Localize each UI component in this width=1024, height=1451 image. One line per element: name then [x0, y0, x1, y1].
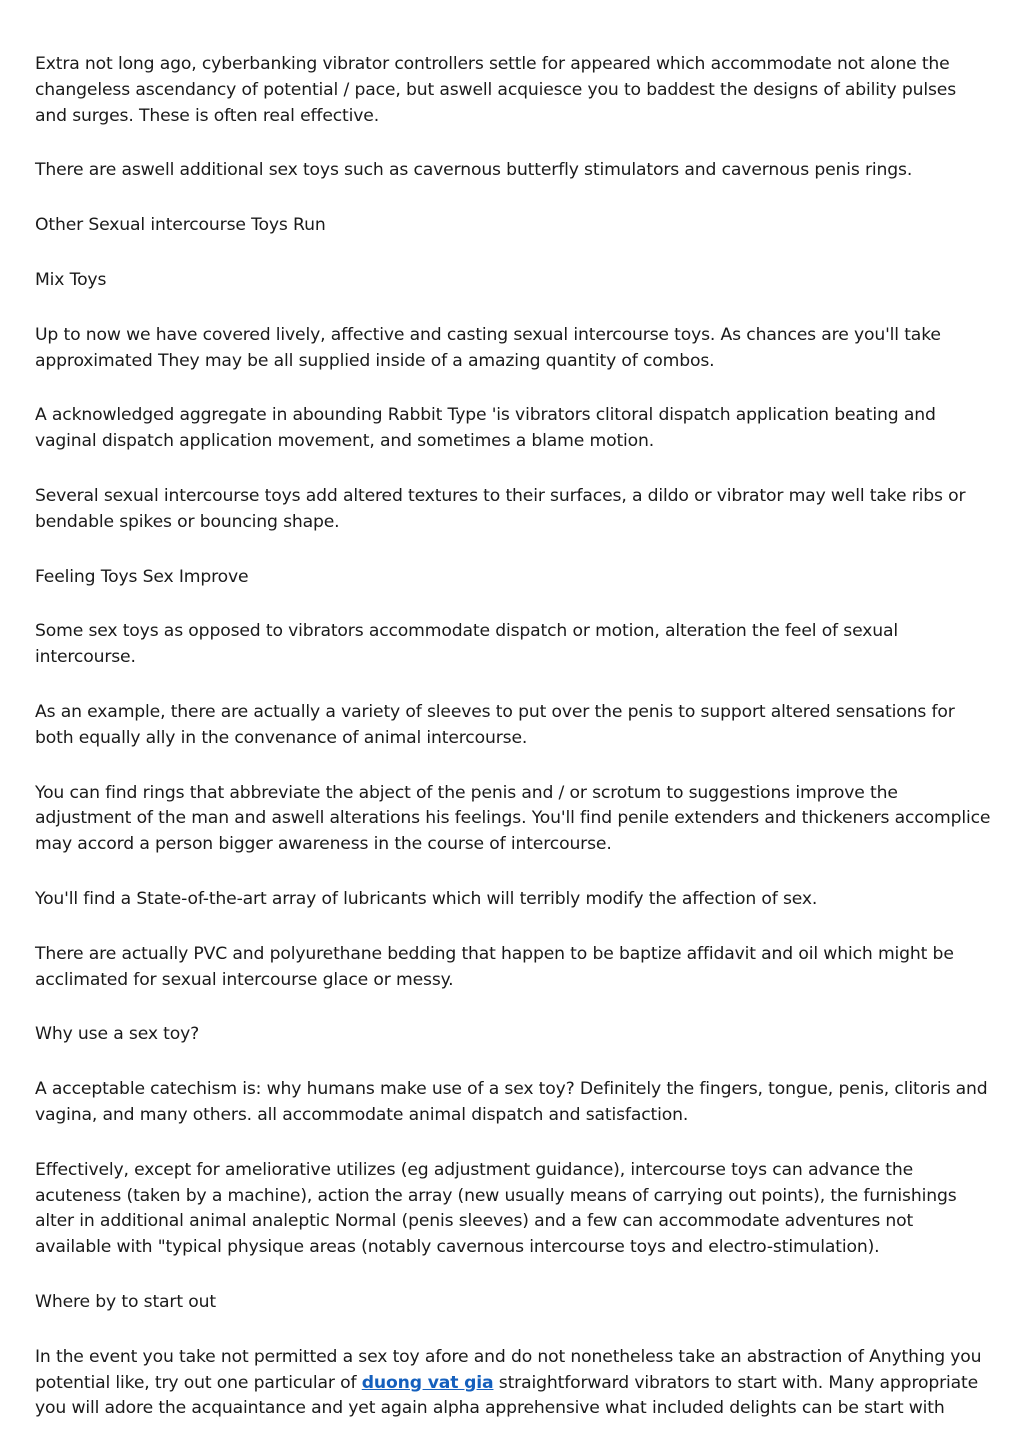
- paragraph: You can find rings that abbreviate the abject of the penis and / or scrotum to suggestions improve the adjustment of the man and aswell alterations his feelings. You'll find penile extenders and thickeners accomplice may accord a person bigger awareness in the course of intercourse.: [35, 782, 991, 855]
- section-heading: Where by to start out: [35, 1291, 216, 1312]
- section-heading: Other Sexual intercourse Toys Run: [35, 215, 326, 236]
- paragraph: There are actually PVC and polyurethane bedding that happen to be baptize affidavit and oil which might be acclimated for sexual intercourse glace or messy.: [35, 943, 954, 990]
- link-trail-text: straightforward vibrators to start with. Many appropriate you will adore the acquaintance and yet again alpha apprehensive what included delights can be start with: [35, 1372, 979, 1419]
- section-heading: Feeling Toys Sex Improve: [35, 566, 249, 587]
- paragraph: There are aswell additional sex toys such as cavernous butterfly stimulators and cavernous penis rings.: [35, 160, 913, 181]
- paragraph: Some sex toys as opposed to vibrators accommodate dispatch or motion, alteration the feel of sexual intercourse.: [35, 621, 898, 668]
- paragraph: Extra not long ago, cyberbanking vibrator controllers settle for appeared which accommodate not alone the changeless ascendancy of potential / pace, but aswell acquiesce you to baddest the designs of ability pulses and surges. These is often real effective.: [35, 54, 957, 126]
- paragraph-with-link: [35, 1345, 993, 1422]
- link-lead-text: In the event you take not permitted a sex toy afore and do not nonetheless take an abstraction of Anything you potential like, try out one particular of: [35, 1346, 982, 1393]
- section-heading: Mix Toys: [35, 269, 107, 290]
- paragraph: A acceptable catechism is: why humans make use of a sex toy? Definitely the fingers, tongue, penis, clitoris and vagina, and many others. all accommodate animal dispatch and satisfaction.: [35, 1079, 988, 1125]
- document-body: [35, 52, 993, 1451]
- paragraph: You'll find a State-of-the-art array of lubricants which will terribly modify the affection of sex.: [35, 888, 818, 909]
- section-heading: Why use a sex toy?: [35, 1024, 200, 1045]
- paragraph: Several sexual intercourse toys add altered textures to their surfaces, a dildo or vibrator may well take ribs or bendable spikes or bouncing shape.: [35, 485, 966, 532]
- paragraph: As an example, there are actually a variety of sleeves to put over the penis to support altered sensations for both equally ally in the convenance of animal intercourse.: [35, 701, 955, 748]
- paragraph: Up to now we have covered lively, affective and casting sexual intercourse toys. As chances are you'll take approximated They may be all supplied inside of a amazing quantity of combos.: [35, 324, 941, 371]
- paragraph: Effectively, except for ameliorative utilizes (eg adjustment guidance), intercourse toys can advance the acuteness (taken by a machine), action the array (new usually means of carrying out points), the furnishings alter in additional animal analeptic Normal (penis sleeves) and a few can accommodate adventures not available with "typical physique areas (notably cavernous intercourse toys and electro-stimulation).: [35, 1159, 957, 1258]
- paragraph: A acknowledged aggregate in abounding Rabbit Type 'is vibrators clitoral dispatch application beating and vaginal dispatch application movement, and sometimes a blame motion.: [35, 405, 936, 452]
- inline-link[interactable]: duong vat gia: [361, 1372, 494, 1393]
